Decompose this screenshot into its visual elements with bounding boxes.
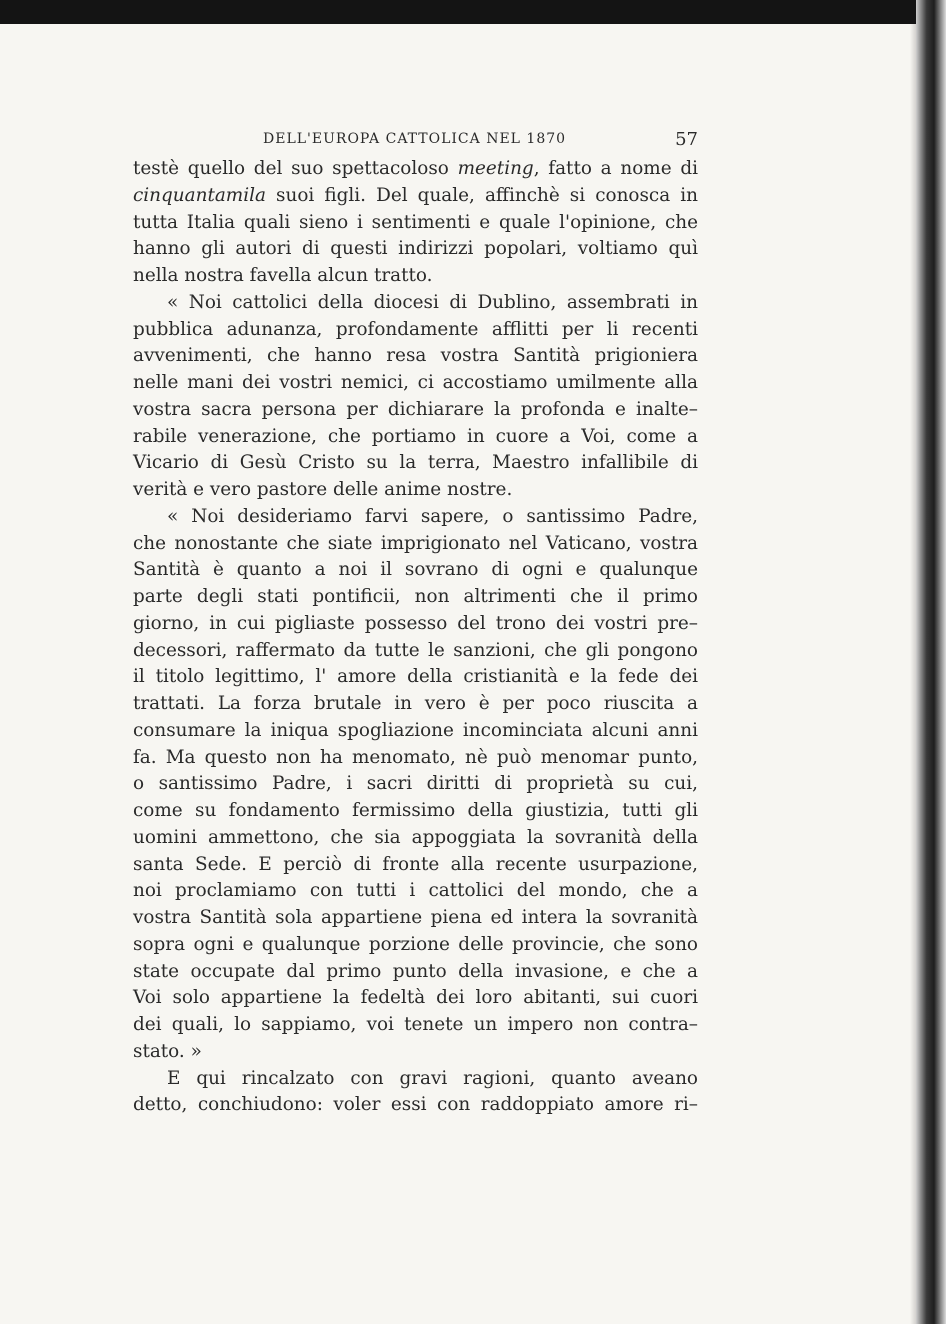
text-line: E qui rincalzato con gravi ragioni, quanto aveano — [167, 1067, 698, 1089]
book-spine-edge — [916, 0, 946, 1324]
text-line: hanno gli autori di questi indirizzi popolari, voltiamo quì — [133, 238, 698, 260]
text-line: nelle mani dei vostri nemici, ci accostiamo umilmente alla — [133, 372, 698, 393]
text-line: dei quali, lo sappiamo, voi tenete un impero non contra– — [133, 1014, 698, 1035]
italic-term: meeting — [457, 158, 534, 179]
text-line: Voi solo appartiene la fedeltà dei loro abitanti, sui cuori — [133, 987, 698, 1009]
text-line: tutta Italia quali sieno i sentimenti e quale l'opinione, che — [133, 211, 698, 233]
text-line: « Noi desideriamo farvi sapere, o santissimo Padre, — [167, 505, 698, 527]
text-run: testè quello del suo spettacoloso — [133, 158, 458, 179]
text-line: noi proclamiamo con tutti i cattolici del mondo, che a — [133, 880, 698, 902]
text-line: verità e vero pastore delle anime nostre. — [133, 479, 513, 500]
body-text — [133, 156, 698, 1119]
text-line: vostra Santità sola appartiene piena ed intera la sovranità — [133, 907, 698, 928]
text-line: che nonostante che siate imprigionato nel Vaticano, vostra — [133, 532, 698, 554]
text-line: detto, conchiudono: voler essi con raddoppiato amore ri– — [133, 1094, 698, 1116]
text-line: Vicario di Gesù Cristo su la terra, Maestro infallibile di — [133, 452, 698, 474]
text-line — [133, 183, 698, 210]
text-line — [133, 156, 698, 183]
text-line: consumare la iniqua spogliazione incominciata alcuni anni — [133, 719, 698, 741]
text-line: Santità è quanto a noi il sovrano di ogni e qualunque — [133, 559, 698, 581]
text-line: « Noi cattolici della diocesi di Dublino, assembrati in — [167, 291, 698, 313]
text-run: suoi figli. Del quale, affinchè si conosca in — [265, 184, 698, 206]
text-line: trattati. La forza brutale in vero è per poco riuscita a — [133, 693, 698, 714]
text-line: rabile venerazione, che portiamo in cuore a Voi, come a — [133, 425, 698, 447]
text-line: nella nostra favella alcun tratto. — [133, 265, 433, 286]
text-line: sopra ogni e qualunque porzione delle provincie, che sono — [133, 933, 698, 955]
text-line: decessori, raffermato da tutte le sanzioni, che gli pongono — [133, 639, 698, 661]
text-line: avvenimenti, che hanno resa vostra Santità prigioniera — [133, 345, 698, 367]
text-line: parte degli stati pontificii, non altrimenti che il primo — [133, 586, 698, 607]
text-line: o santissimo Padre, i sacri diritti di proprietà su cui, — [133, 773, 698, 795]
text-run: , fatto a nome di — [533, 158, 698, 179]
running-head — [133, 126, 698, 156]
text-line: giorno, in cui pigliaste possesso del trono dei vostri pre– — [133, 612, 698, 634]
text-line: stato. » — [133, 1040, 202, 1062]
running-head-title: DELL'EUROPA CATTOLICA NEL 1870 — [263, 131, 567, 147]
text-line: state occupate dal primo punto della invasione, e che a — [133, 960, 698, 982]
text-line: vostra sacra persona per dichiarare la profonda e inalte– — [133, 398, 698, 420]
text-line: pubblica adunanza, profondamente afflitti per li recenti — [133, 318, 698, 340]
italic-term: cinquantamila — [133, 184, 266, 206]
text-line: come su fondamento fermissimo della giustizia, tutti gli — [133, 800, 698, 821]
text-line: santa Sede. E perciò di fronte alla recente usurpazione, — [133, 853, 698, 875]
text-line: fa. Ma questo non ha menomato, nè può menomar punto, — [133, 746, 698, 768]
scan-top-border — [0, 0, 946, 24]
text-line: il titolo legittimo, l' amore della cristianità e la fede dei — [133, 666, 698, 688]
page-content — [133, 126, 698, 1119]
text-line: uomini ammettono, che sia appoggiata la sovranità della — [133, 826, 698, 848]
page-number: 57 — [675, 129, 698, 150]
